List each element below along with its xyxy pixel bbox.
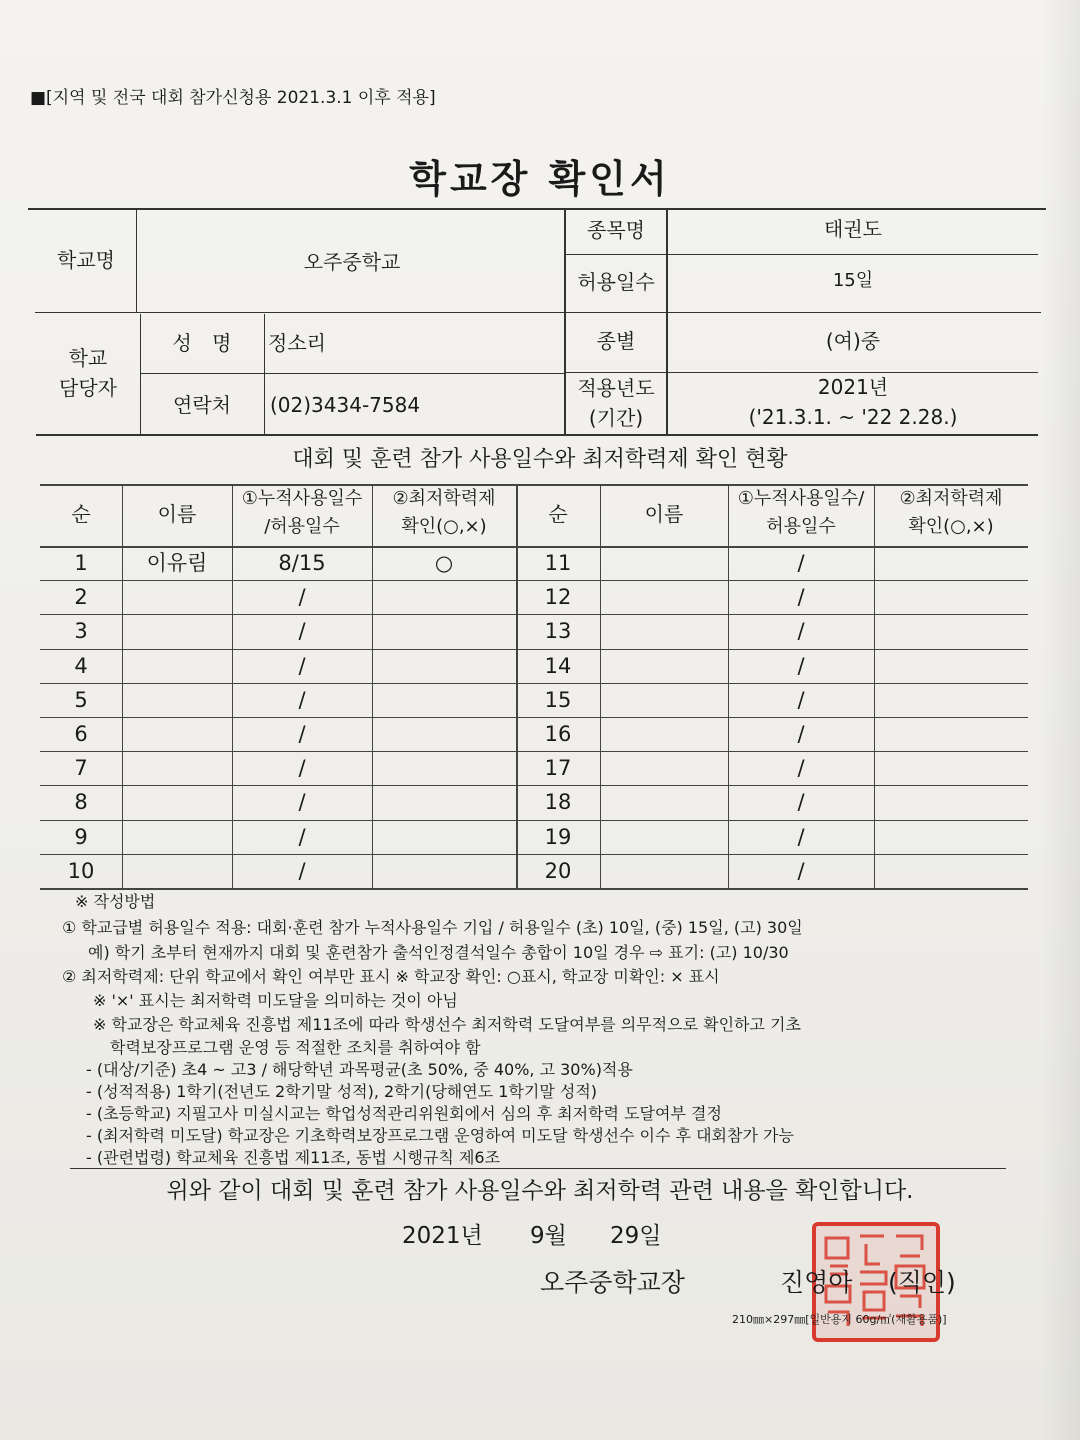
principal-name: 진영아	[780, 1268, 853, 1297]
info-bottom-border	[36, 434, 1038, 436]
table-column-border	[372, 484, 373, 888]
contact-value: (02)3434-7584	[270, 393, 421, 417]
info-hline-right	[566, 254, 1038, 255]
right-days-used: /	[797, 585, 805, 610]
right-row-number: 11	[544, 551, 572, 575]
info-top-border	[28, 208, 1046, 210]
page-title: 학교장 확인서	[409, 157, 671, 201]
table-row-border	[40, 683, 1028, 684]
table-top-border	[40, 484, 1028, 486]
school-name-label: 학교명	[57, 248, 115, 272]
period-year: 2021년	[817, 375, 889, 399]
col-header-name: 이름	[157, 502, 197, 526]
right-days-used: /	[797, 756, 805, 781]
left-days-used: /	[298, 790, 306, 815]
right-row-number: 15	[544, 687, 572, 712]
school-principal-title: 오주중학교장	[540, 1268, 685, 1297]
school-name-value: 오주중학교	[303, 250, 401, 274]
notes-divider	[70, 1168, 1006, 1169]
info-divider	[35, 312, 1041, 313]
left-row-number: 4	[74, 653, 88, 678]
date-day: 29일	[610, 1223, 662, 1249]
note-2-principal: ※ 학교장은 학교체육 진흥법 제11조에 따라 학생선수 최저학력 도달여부를 의무적으로 확인하고 기초	[93, 1015, 801, 1034]
left-row-number: 1	[74, 551, 88, 575]
table-row-border	[40, 785, 1028, 786]
right-days-used: /	[797, 687, 805, 712]
col-header-check-right-1: ②최저학력제	[899, 488, 1003, 509]
table-column-border	[600, 484, 601, 888]
table-row-border	[40, 751, 1028, 752]
notes-heading: ※ 작성방법	[75, 892, 156, 911]
col-header-name-right: 이름	[644, 502, 684, 526]
col-header-check-right-2: 확인(○,×)	[908, 516, 994, 537]
header-note: ■[지역 및 전국 대회 참가신청용 2021.3.1 이후 적용]	[30, 88, 436, 108]
col-header-days-right-2: 허용일수	[766, 516, 836, 537]
table-row-border	[40, 649, 1028, 650]
category-label: 종별	[596, 329, 636, 353]
right-days-used: /	[797, 722, 805, 746]
right-row-number: 13	[544, 619, 572, 644]
left-row-number: 8	[74, 790, 88, 815]
left-days-used: /	[298, 824, 306, 849]
right-row-number: 12	[544, 585, 572, 610]
right-row-number: 17	[544, 756, 572, 781]
note-1-example: 예) 학기 초부터 현재까지 대회 및 훈련참가 출석인정결석일수 총합이 10일 경우 ⇨ 표기: (고) 10/30	[88, 943, 789, 962]
page-shadow	[1040, 0, 1080, 1440]
paper-spec: 210㎜×297㎜[일반용지 60g/㎡(재활용품)]	[732, 1313, 947, 1326]
left-row-number: 3	[74, 619, 88, 644]
note-elementary: - (초등학교) 지필고사 미실시교는 학업성적관리위원회에서 심의 후 최저학력 도달여부 결정	[86, 1104, 722, 1123]
left-days-used: 8/15	[278, 551, 326, 575]
info-vline-5	[264, 314, 265, 434]
right-row-number: 16	[544, 722, 572, 746]
right-days-used: /	[797, 551, 805, 575]
left-row-number: 7	[74, 756, 88, 781]
section-title: 대회 및 훈련 참가 사용일수와 최저학력제 확인 현황	[292, 447, 788, 472]
info-vline-3	[666, 210, 668, 434]
right-days-used: /	[797, 790, 805, 815]
right-row-number: 18	[544, 790, 572, 815]
left-student-name: 이유림	[146, 551, 208, 575]
note-grades: - (성적적용) 1학기(전년도 2학기말 성적), 2학기(당해연도 1학기말 성적)	[86, 1082, 598, 1101]
note-below: - (최저학력 미도달) 학교장은 기초학력보장프로그램 운영하여 미도달 학생선수 이수 후 대회참가 가능	[86, 1126, 794, 1145]
left-row-number: 2	[74, 585, 88, 610]
col-header-no: 순	[71, 502, 91, 526]
confirmation-text: 위와 같이 대회 및 훈련 참가 사용일수와 최저학력 관련 내용을 확인합니다.	[166, 1178, 914, 1204]
note-2-principal-cont: 학력보장프로그램 운영 등 적절한 조치를 취하여야 함	[110, 1038, 481, 1057]
right-days-used: /	[797, 619, 805, 644]
allowed-days-label: 허용일수	[577, 270, 655, 294]
col-header-check-2: 확인(○,×)	[401, 516, 487, 537]
note-law: - (관련법령) 학교체육 진흥법 제11조, 동법 시행규칙 제6조	[86, 1148, 501, 1167]
name-value: 정소리	[268, 331, 326, 355]
col-header-check-1: ②최저학력제	[392, 488, 496, 509]
left-row-number: 9	[74, 824, 88, 849]
name-label: 성 명	[172, 331, 232, 355]
allowed-days-value: 15일	[832, 270, 874, 291]
table-row-border	[40, 614, 1028, 615]
note-2: ② 최저학력제: 단위 학교에서 확인 여부만 표시 ※ 학교장 확인: ○표시, 학교장 미확인: × 표시	[62, 967, 720, 986]
period-label-1: 적용년도	[577, 376, 655, 400]
date-year: 2021년	[402, 1223, 483, 1249]
left-row-number: 10	[67, 858, 95, 883]
manager-label-1: 학교	[68, 346, 108, 370]
info-vline-4	[140, 314, 141, 434]
table-row-border	[40, 854, 1028, 855]
left-days-used: /	[298, 756, 306, 781]
table-column-border	[122, 484, 123, 888]
left-days-used: /	[298, 722, 306, 746]
table-row-border	[40, 580, 1028, 581]
info-hline-left	[140, 373, 564, 374]
table-header-border	[40, 546, 1028, 548]
left-min-grade-check: ○	[434, 551, 454, 575]
note-2-x: ※ '×' 표시는 최저학력 미도달을 의미하는 것이 아님	[93, 991, 458, 1010]
info-vline-1	[136, 210, 137, 312]
note-1: ① 학교급별 허용일수 적용: 대회·훈련 참가 누적사용일수 기입 / 허용일수 (초) 10일, (중) 15일, (고) 30일	[62, 918, 803, 937]
col-header-days-1: ①누적사용일수	[241, 488, 363, 509]
sport-value: 태권도	[824, 217, 882, 241]
manager-label-2: 담당자	[59, 376, 117, 400]
right-row-number: 20	[544, 858, 572, 883]
left-days-used: /	[298, 687, 306, 712]
right-days-used: /	[797, 824, 805, 849]
left-days-used: /	[298, 585, 306, 610]
right-row-number: 19	[544, 824, 572, 849]
seal-label: (직인)	[888, 1268, 956, 1297]
period-range: ('21.3.1. ~ '22 2.28.)	[748, 405, 958, 429]
right-row-number: 14	[544, 653, 572, 678]
table-row-border	[40, 717, 1028, 718]
table-column-border	[874, 484, 875, 888]
category-value: (여)중	[825, 329, 881, 353]
col-header-no-right: 순	[548, 502, 568, 526]
left-days-used: /	[298, 858, 306, 883]
left-days-used: /	[298, 619, 306, 644]
info-hline-right-2	[566, 372, 1038, 373]
left-row-number: 5	[74, 687, 88, 712]
col-header-days-2: /허용일수	[264, 516, 340, 537]
sport-label: 종목명	[587, 218, 645, 242]
left-days-used: /	[298, 653, 306, 678]
period-label-2: (기간)	[588, 406, 644, 430]
date-month: 9월	[530, 1223, 567, 1249]
right-days-used: /	[797, 858, 805, 883]
table-row-border	[40, 820, 1028, 821]
col-header-days-right-1: ①누적사용일수/	[737, 488, 865, 509]
contact-label: 연락처	[173, 393, 231, 417]
left-row-number: 6	[74, 722, 88, 746]
right-days-used: /	[797, 653, 805, 678]
info-vline-2	[564, 210, 566, 434]
note-target: - (대상/기준) 초4 ~ 고3 / 해당학년 과목평균(초 50%, 중 40%, 고 30%)적용	[86, 1060, 633, 1079]
table-row-border	[40, 888, 1028, 890]
